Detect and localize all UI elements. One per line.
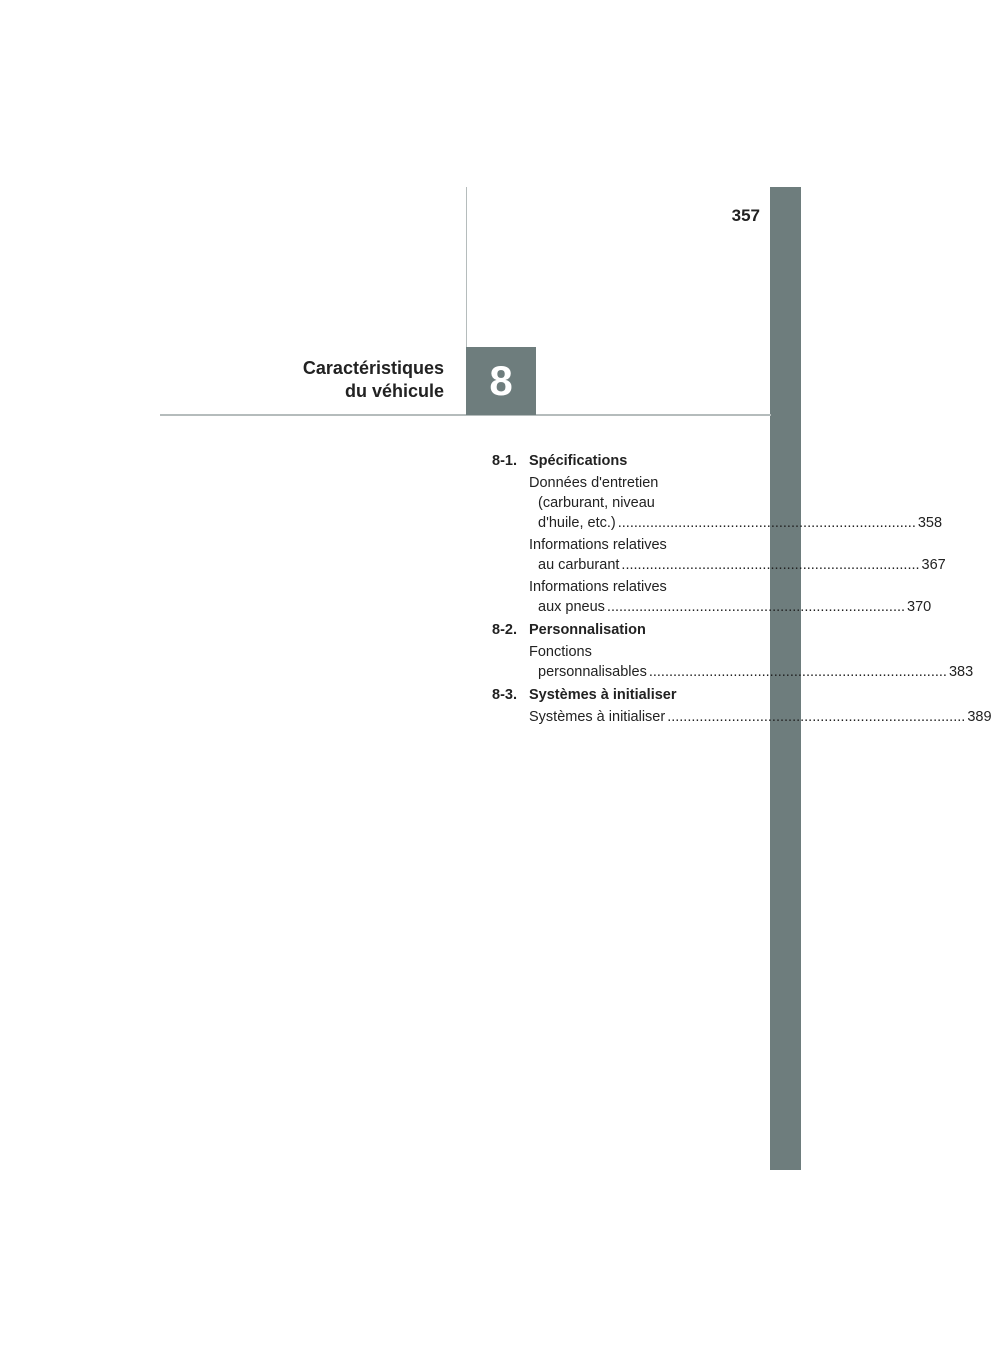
entry-page-number: 370 [907,599,932,615]
section-number: 8-1. [492,453,517,469]
leader-dots: .......................................................................... [621,557,920,573]
toc-entry-fonctions-personnalisables[interactable] [529,642,974,682]
chapter-title-line-2: du véhicule [344,381,444,401]
entry-page-number: 383 [948,664,974,680]
toc-entry-informations-carburant[interactable] [529,535,946,575]
entry-line: (carburant, niveau [538,495,655,511]
entry-last-line [529,513,943,533]
entry-last-line [529,555,946,575]
entry-label: au carburant [538,557,620,573]
chapter-number: 8 [489,357,513,404]
toc-section-8-2[interactable] [492,620,740,640]
toc-section-8-3[interactable] [492,685,740,705]
entry-line: Fonctions [529,644,592,660]
entry-line: Informations relatives [529,537,667,553]
entry-label: Systèmes à initialiser [529,709,666,725]
entry-last-line [529,707,992,727]
leader-dots: .......................................................................... [667,709,966,725]
toc-entry-systemes-initialiser[interactable] [529,707,992,727]
entry-line: Données d'entretien [529,475,659,491]
chapter-number-box [466,347,536,415]
entry-page-number: 389 [967,709,992,725]
section-number: 8-3. [492,687,517,703]
page-number: 357 [731,206,760,225]
toc-entry-donnees-entretien[interactable] [529,473,943,533]
leader-dots: .......................................................................... [617,515,916,531]
leader-dots: .......................................................................... [606,599,906,615]
entry-page-number: 358 [917,515,943,531]
entry-line: Informations relatives [529,579,667,595]
entry-label: personnalisables [538,664,647,680]
toc-entry-informations-pneus[interactable] [529,577,932,617]
chapter-title-line-1: Caractéristiques [302,358,444,378]
section-title: Spécifications [529,453,628,469]
vertical-divider [466,187,467,348]
section-number: 8-2. [492,622,517,638]
chapter-title [200,357,444,403]
section-title: Personnalisation [529,622,646,638]
entry-label: d'huile, etc.) [538,515,616,531]
entry-label: aux pneus [538,599,605,615]
section-title: Systèmes à initialiser [529,687,677,703]
table-of-contents [492,448,992,727]
toc-section-8-1[interactable] [492,451,740,471]
leader-dots: .......................................................................... [648,664,947,680]
entry-page-number: 367 [921,557,946,573]
entry-last-line [529,597,932,617]
entry-last-line [529,662,974,682]
